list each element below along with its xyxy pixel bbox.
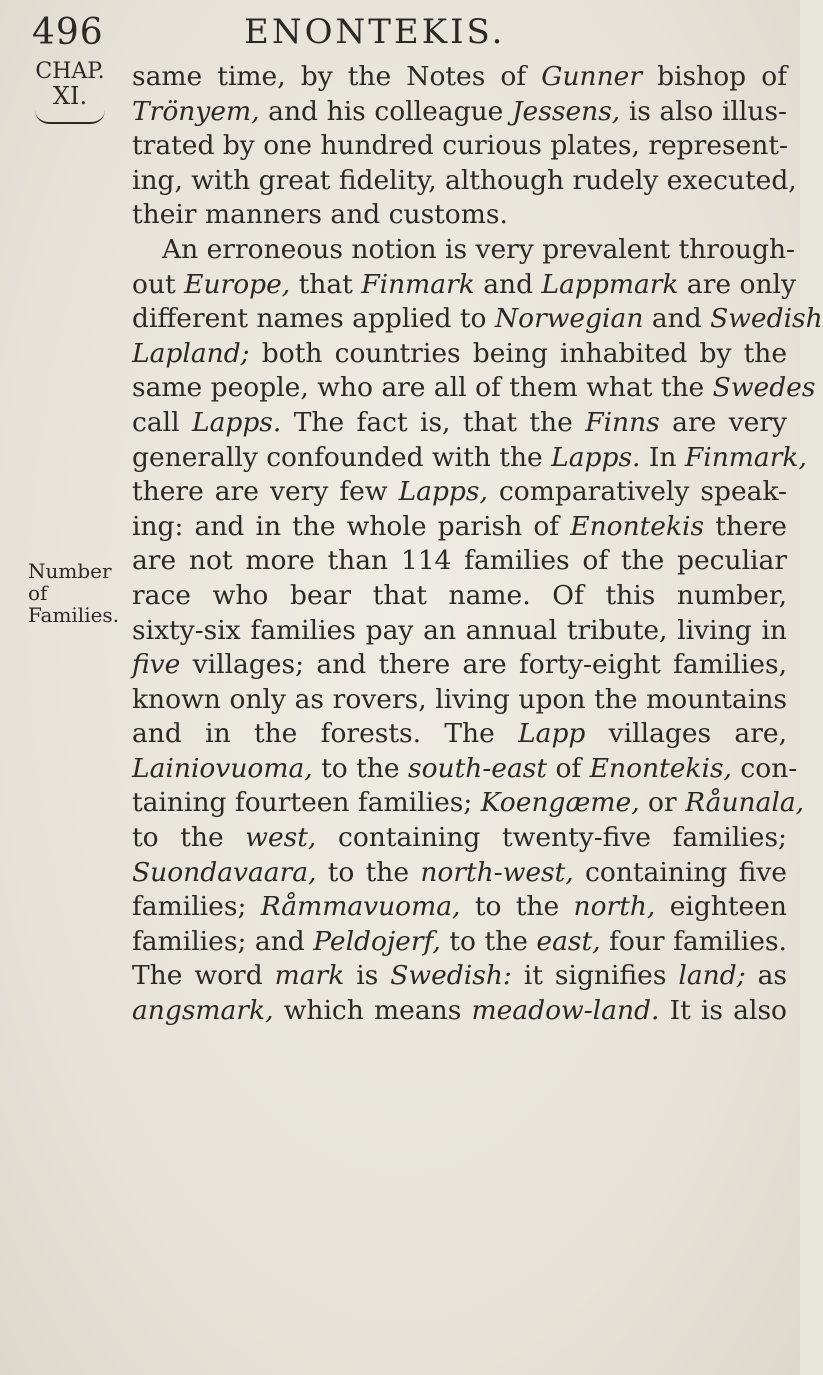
text-line: call Lapps. The fact is, that the Finns are very [132,406,787,438]
chapter-label: CHAP. [35,59,105,84]
text-line: Suondavaara, to the north-west, containing five [132,856,787,888]
running-head: ENONTEKIS. [244,12,506,52]
text-line: are not more than 114 families of the peculiar [132,545,787,577]
text-line: five villages; and there are forty-eight families, [132,649,787,681]
chapter-marker [30,60,110,124]
page-header [0,8,800,58]
text-line: trated by one hundred curious plates, represent- [132,130,788,162]
text-line: An erroneous notion is very prevalent through- [162,233,795,265]
text-line: race who bear that name. Of this number, [132,579,787,611]
text-line: sixty-six families pay an annual tribute, living in [132,614,787,646]
body-text [132,60,823,1029]
page-number: 496 [32,12,104,53]
text-line: angsmark, which means meadow-land. It is also [132,995,787,1027]
text-line: and in the forests. The Lapp villages are, [132,718,787,750]
text-line: generally confounded with the Lapps. In Finmark, [132,441,807,473]
brace-ornament [35,110,105,124]
text-line: different names applied to Norwegian and Swedish [132,303,823,335]
text-line: Lapland; both countries being inhabited by the [132,337,787,369]
text-line: The word mark is Swedish: it signifies land; as [132,960,788,992]
text-line: same time, by the Notes of Gunner bishop of [132,61,788,92]
text-line: their manners and customs. [132,199,508,231]
text-line: to the west, containing twenty-five families; [132,822,787,854]
text-line: Lainiovuoma, to the south-east of Enontekis, con- [132,752,798,784]
text-line: Trönyem, and his colleague Jessens, is also illus- [132,95,787,127]
text-line: taining fourteen families; Koengæme, or Råunala, [132,787,805,819]
text-line: out Europe, that Finmark and Lappmark are only [132,268,796,300]
text-line: ing, with great fidelity, although rudely executed, [132,164,797,196]
text-line: ing: and in the whole parish of Enontekis there [132,510,787,542]
text-line: there are very few Lapps, comparatively speak- [132,476,787,508]
margin-note: Number of Families. [28,559,120,627]
text-line: known only as rovers, living upon the mountains [132,683,787,715]
text-line: same people, who are all of them what the Swedes [132,372,816,404]
text-line: families; Råmmavuoma, to the north, eighteen [132,891,787,923]
chapter-number: XI. [52,82,88,110]
text-line: families; and Peldojerf, to the east, four families. [132,925,787,957]
